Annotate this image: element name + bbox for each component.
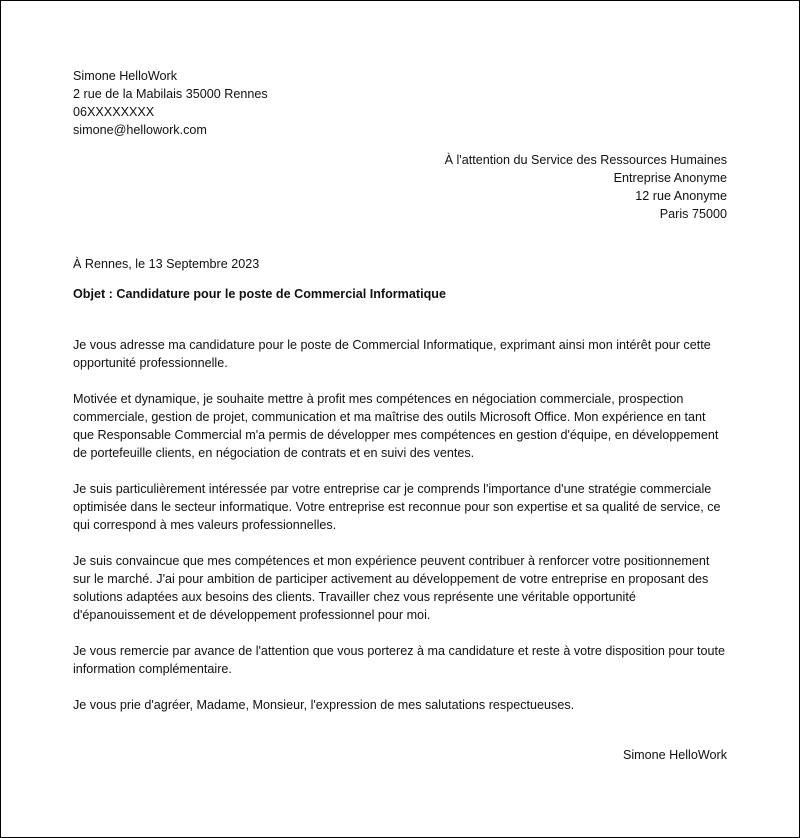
body-paragraph-company: Je suis particulièrement intéressée par votre entreprise car je comprends l'importance d'une stratégie commerciale optimisée dans le secteur informatique. Votre entreprise est reconnue pour son expertise et sa qualité de service, ce qui correspond à mes valeurs professionnelles.: [73, 482, 721, 532]
sender-phone: 06XXXXXXXX: [73, 105, 155, 119]
sender-email: simone@hellowork.com: [73, 123, 207, 137]
sender-name: Simone HelloWork: [73, 69, 178, 83]
body-paragraph-thanks: Je vous remercie par avance de l'attention que vous porterez à ma candidature et reste à votre disposition pour toute information complémentaire.: [73, 644, 726, 676]
body-paragraph-motivation: Je suis convaincue que mes compétences et mon expérience peuvent contribuer à renforcer votre positionnement sur le marché. J'ai pour ambition de participer activement au développement de votre entreprise en proposant des solutions adaptées aux besoins des clients. Travailler chez vous représente une véritable opportunité d'épanouissement et de développement professionnel pour moi.: [73, 554, 710, 622]
sender-block: [73, 67, 727, 139]
body-paragraph-skills: Motivée et dynamique, je souhaite mettre à profit mes compétences en négociation commerciale, prospection commerciale, gestion de projet, communication et ma maîtrise des outils Microsoft Office. Mon expérience en tant que Responsable Commercial m'a permis de développer mes compétences en gestion d'équipe, en développement de portefeuille clients, en négociation de contrats et en suivi des ventes.: [73, 392, 719, 460]
recipient-company: Entreprise Anonyme: [613, 171, 727, 185]
letter-subject: Objet : Candidature pour le poste de Commercial Informatique: [73, 287, 446, 301]
signature: Simone HelloWork: [622, 748, 727, 762]
letter-date: À Rennes, le 13 Septembre 2023: [73, 257, 260, 271]
body-paragraph-closing: Je vous prie d'agréer, Madame, Monsieur, l'expression de mes salutations respectueuses.: [73, 698, 575, 712]
recipient-city: Paris 75000: [659, 207, 727, 221]
recipient-attention: À l'attention du Service des Ressources Humaines: [444, 153, 727, 167]
letter-body: [73, 336, 727, 714]
recipient-street: 12 rue Anonyme: [635, 189, 727, 203]
recipient-block: [73, 151, 727, 223]
sender-address: 2 rue de la Mabilais 35000 Rennes: [73, 87, 268, 101]
body-paragraph-intro: Je vous adresse ma candidature pour le poste de Commercial Informatique, exprimant ainsi mon intérêt pour cette opportunité professionnelle.: [73, 338, 711, 370]
